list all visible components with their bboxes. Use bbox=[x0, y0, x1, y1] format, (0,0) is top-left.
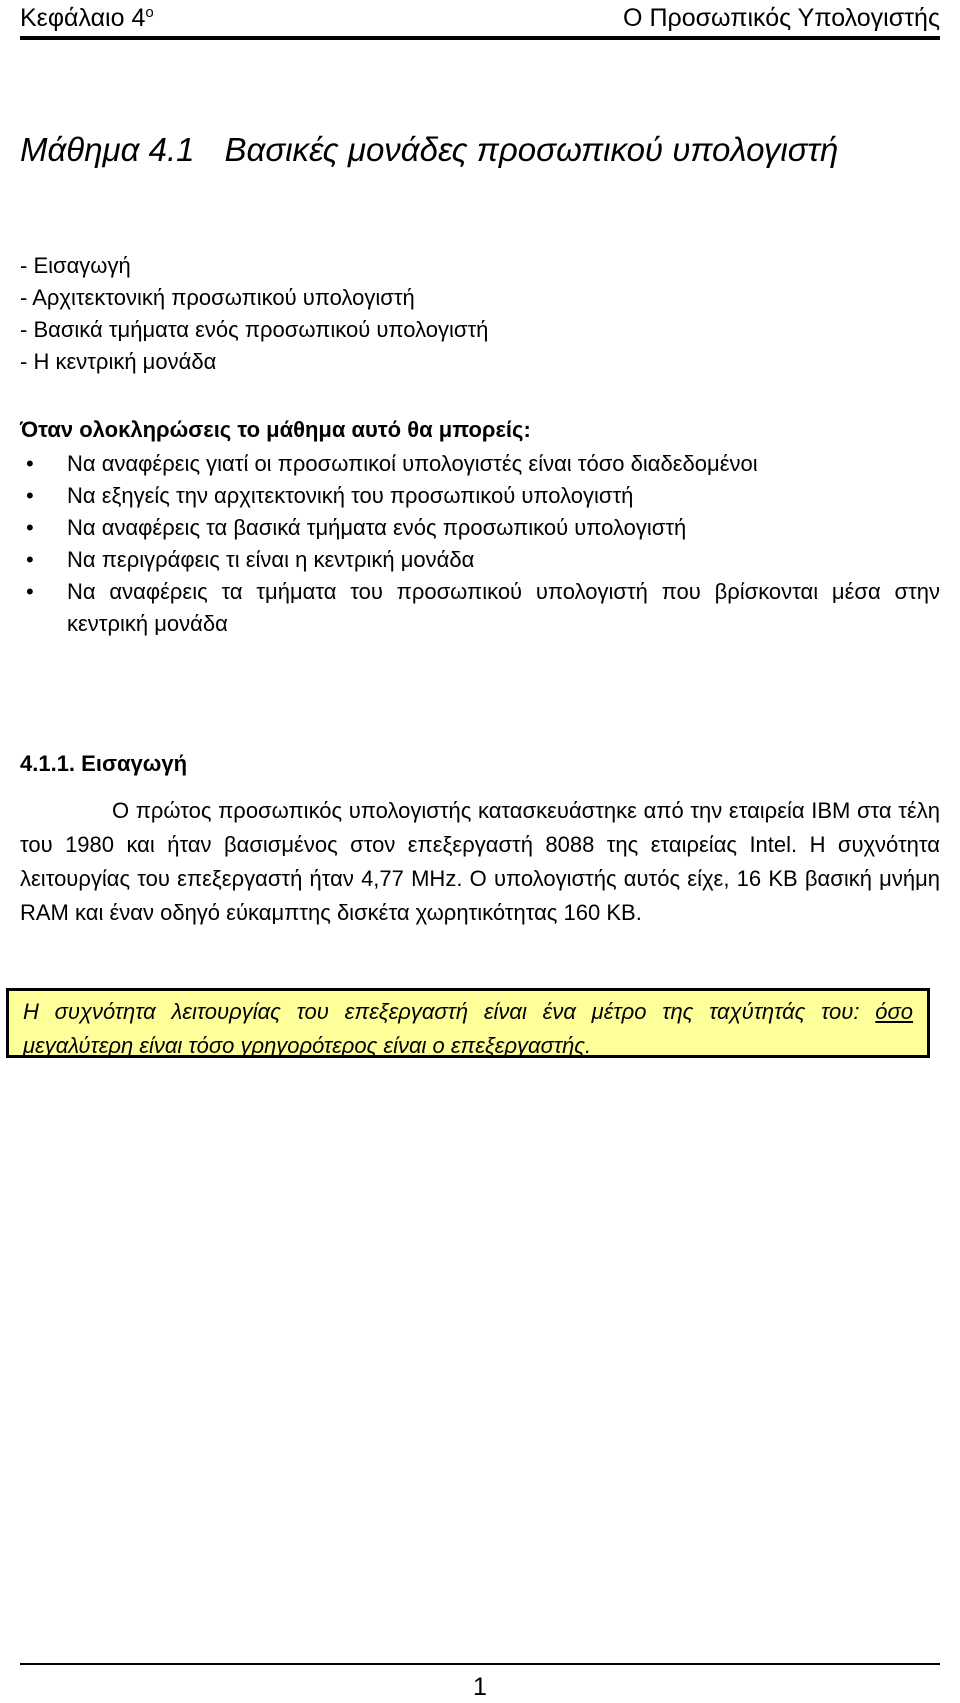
objectives-heading: Όταν ολοκληρώσεις το μάθημα αυτό θα μπορείς: bbox=[20, 417, 531, 442]
bullet-icon: • bbox=[26, 483, 34, 508]
objective-item bbox=[20, 576, 940, 640]
outline-item: - Αρχιτεκτονική προσωπικού υπολογιστή bbox=[20, 285, 415, 310]
chapter-label bbox=[20, 4, 154, 33]
objective-item bbox=[20, 512, 940, 544]
note-text-underlined: όσο μεγαλύτερη είναι τόσο γρηγορότερος είναι ο επεξεργαστής bbox=[23, 999, 913, 1058]
intro-paragraph: Ο πρώτος προσωπικός υπολογιστής κατασκευάστηκε από την εταιρεία IBM στα τέλη του 1980 και ήταν βασισμένος στον επεξεργαστή 8088 της εταιρείας Intel. Η συχνότητα λειτουργίας του επεξεργαστή ήταν 4,77 MHz. Ο υπολογιστής αυτός είχε, 16 KB βασική μνήμη RAM και έναν οδηγό εύκαμπτης δισκέτα χωρητικότητας 160 KB. bbox=[20, 798, 940, 925]
outline-item: - Εισαγωγή bbox=[20, 253, 131, 278]
chapter-ordinal: ο bbox=[145, 3, 154, 21]
objective-item bbox=[20, 544, 940, 576]
note-text bbox=[9, 991, 927, 1063]
note-text-end: . bbox=[585, 1033, 592, 1058]
outline-item: - Η κεντρική μονάδα bbox=[20, 349, 217, 374]
highlight-note-box bbox=[6, 988, 930, 1058]
lesson-name: Βασικές μονάδες προσωπικού υπολογιστή bbox=[224, 131, 839, 168]
header-divider bbox=[20, 36, 940, 40]
objective-text: Να αναφέρεις τα βασικά τμήματα ενός προσωπικού υπολογιστή bbox=[67, 515, 687, 540]
page-header bbox=[20, 0, 940, 36]
objective-text: Να αναφέρεις γιατί οι προσωπικοί υπολογιστές είναι τόσο διαδεδομένοι bbox=[67, 451, 758, 476]
objective-item bbox=[20, 480, 940, 512]
outline-item: - Βασικά τμήματα ενός προσωπικού υπολογιστή bbox=[20, 317, 489, 342]
lesson-number: Μάθημα 4.1 bbox=[20, 131, 195, 168]
note-text-part: Η συχνότητα λειτουργίας του επεξεργαστή είναι ένα μέτρο της ταχύτητάς του: bbox=[23, 999, 876, 1024]
lesson-outline bbox=[20, 250, 488, 378]
objectives-list bbox=[20, 448, 940, 640]
footer-divider bbox=[20, 1663, 940, 1665]
objective-text: Να περιγράφεις τι είναι η κεντρική μονάδα bbox=[67, 547, 475, 572]
bullet-icon: • bbox=[26, 451, 34, 476]
page-number: 1 bbox=[473, 1673, 487, 1701]
objective-item bbox=[20, 448, 940, 480]
book-title: Ο Προσωπικός Υπολογιστής bbox=[623, 3, 940, 32]
bullet-icon: • bbox=[26, 515, 34, 540]
lesson-title bbox=[20, 127, 940, 172]
bullet-icon: • bbox=[26, 579, 34, 604]
objective-text: Να αναφέρεις τα τμήματα του προσωπικού υπολογιστή που βρίσκονται μέσα στην κεντρική μονάδα bbox=[67, 579, 940, 636]
bullet-icon: • bbox=[26, 547, 34, 572]
chapter-text: Κεφάλαιο 4 bbox=[20, 3, 146, 32]
objective-text: Να εξηγείς την αρχιτεκτονική του προσωπικού υπολογιστή bbox=[67, 483, 634, 508]
section-heading: 4.1.1. Εισαγωγή bbox=[20, 751, 188, 776]
